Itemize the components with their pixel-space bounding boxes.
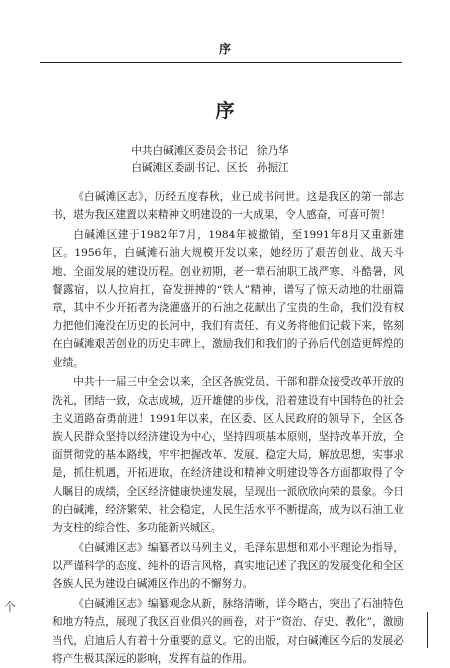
preface-body: [52, 188, 404, 668]
author-1-name: 徐乃华: [256, 145, 289, 157]
paragraph-3: 中共十一届三中全会以来，全区各族党员、干部和群众接受改革开放的洗礼，团结一致，众志成城，迈开雄健的步伐，沿着建设有中国特色的社会主义道路奋勇前进！1991年以来，在区委、区人民政府的领导下，全区各族人民群众坚持以经济建设为中心，坚持四项基本原则，坚持改革开放，全面贯彻党的基本路线，牢牢把握改革、发展、稳定大局，解放思想，实事求是，抓住机遇，开拓进取，在经济建设和精神文明建设等各方面都取得了令人瞩目的成绩，全区经济健康快速发展，呈现出一派欣欣向荣的景象。今日的白碱滩，经济繁荣、社会稳定，人民生活水平不断提高，成为以石油工业为支柱的综合性、多功能新兴城区。: [52, 376, 404, 535]
margin-scan-line: [427, 612, 428, 648]
header-divider: [40, 62, 402, 63]
author-2-position: 白碱滩区委副书记、区长: [131, 162, 248, 174]
author-2-name: 孙振江: [256, 162, 289, 174]
paragraph-2: 白碱滩区建于1982年7月，1984年被撤销，至1991年8月又重新建区。1956年，白碱滩石油大规模开发以来，她经历了艰苦创业、战天斗地、全面发展的建设历程。创业初期，老一辈石油职工战严寒、斗酷暑，风餐露宿，以人拉肩扛，奋发拼搏的“铁人”精神，谱写了惊天动地的壮丽篇章，其中不少开拓者为浇灌盛开的石油之花献出了宝贵的生命，我们没有权力把他们淹没在历史的长河中，我们有责任、有义务将他们记载下来，铭刻在白碱滩艰苦创业的历史丰碑上，激励我们和我们的子孙后代创造更辉煌的业绩。: [52, 229, 404, 369]
paragraph-1: 《白碱滩区志》，历经五度春秋，业已成书问世。这是我区的第一部志书，堪为我区建置以来精神文明建设的一大成果，令人感奋，可喜可贺！: [52, 191, 404, 222]
paragraph-4: 《白碱滩区志》编纂者以马列主义，毛泽东思想和邓小平理论为指导，以严谨科学的态度、纯朴的语言风格，真实地记述了我区的发展变化和全区各族人民为建设白碱滩区作出的不懈努力。: [52, 541, 404, 591]
running-header-title: 序: [218, 42, 231, 56]
page-title: 序: [215, 100, 235, 122]
author-byline-1: [0, 143, 420, 158]
margin-mark: 个: [4, 600, 17, 614]
paragraph-5: 《白碱滩区志》编纂观念从新，脉络清晰，详今略古，突出了石油特色和地方特点，展现了我区百业俱兴的画卷，对于“资治、存史、教化”，激励当代，启迪后人有着十分重要的意义。它的出版，对白碱滩区今后的发展必将产生极其深远的影响，发挥有益的作用。: [52, 598, 404, 665]
author-byline-2: [0, 160, 420, 175]
author-1-position: 中共白碱滩区委员会书记: [131, 145, 248, 157]
